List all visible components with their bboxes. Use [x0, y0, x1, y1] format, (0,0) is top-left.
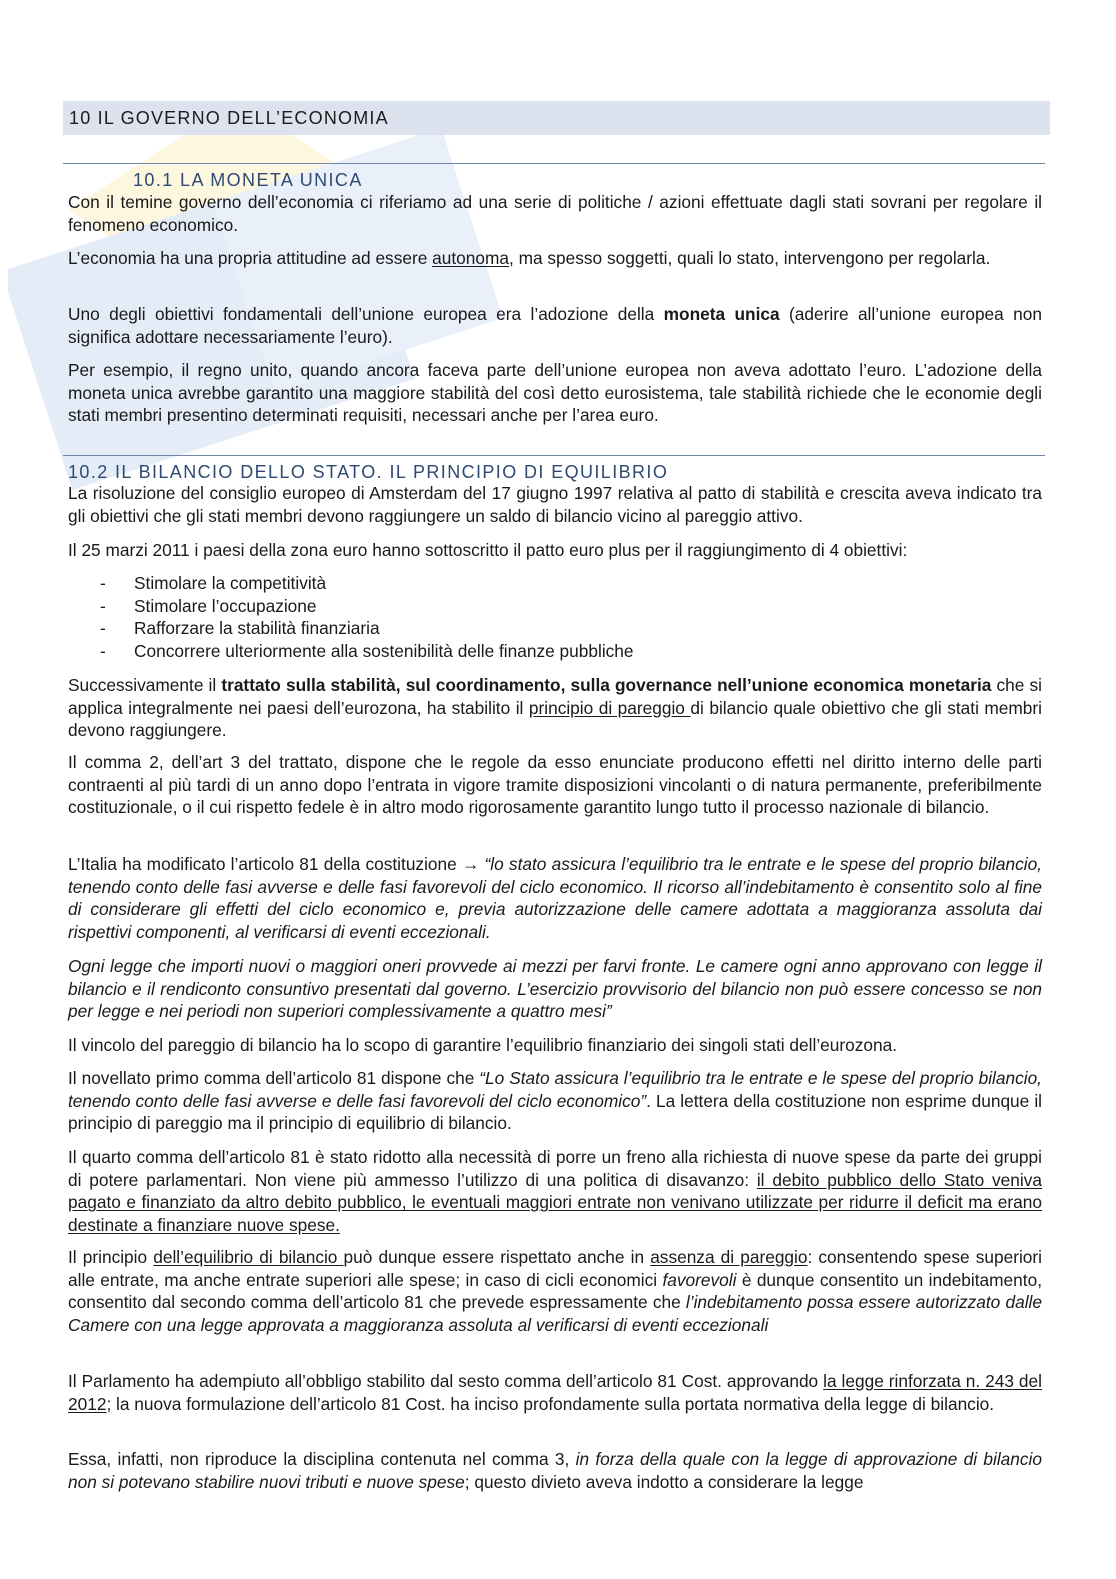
paragraph: Il principio dell’equilibrio di bilancio può dunque essere rispettato anche in assenza di pareggio: consentendo spese superiori alle entrate, ma anche entrate superiori alle spese; in caso di cicli economici favorevoli è dunque consentito un indebitamento, consentito dal secondo comma dell’articolo 81 che prevede espressamente che l’indebitamento possa essere autorizzato dalle Camere con una legge approvata a maggioranza assoluta al verificarsi di eventi eccezionali [68, 1247, 1042, 1335]
paragraph: Il 25 marzi 2011 i paesi della zona euro hanno sottoscritto il patto euro plus per il raggiungimento di 4 obiettivi: [68, 540, 908, 560]
paragraph: Il novellato primo comma dell’articolo 81 dispone che “Lo Stato assicura l’equilibrio tra le entrate e le spese del proprio bilancio, tenendo conto delle fasi avverse e delle fasi favorevoli del ciclo economico”. La lettera della costituzione non esprime dunque il principio di pareggio ma il principio di equilibrio di bilancio. [68, 1068, 1043, 1134]
paragraph: Il Parlamento ha adempiuto all’obbligo stabilito dal sesto comma dell’articolo 81 Cost. approvando la legge rinforzata n. 243 del 2012; la nuova formulazione dell’articolo 81 Cost. ha inciso profondamente sulla portata normativa della legge di bilancio. [68, 1371, 1042, 1414]
arrow-icon: → [461, 854, 480, 874]
section-title: 10 IL GOVERNO DELL’ECONOMIA [69, 108, 389, 128]
subsection-title-10-2: 10.2 IL BILANCIO DELLO STATO. IL PRINCIPIO DI EQUILIBRIO [68, 462, 669, 482]
list-item: - Rafforzare la stabilità finanziaria [100, 618, 380, 639]
paragraph: Il quarto comma dell’articolo 81 è stato ridotto alla necessità di porre un freno alla richiesta di nuove spese da parte dei gruppi di potere parlamentari. Non viene più ammesso l’utilizzo di una politica di disavanzo: il debito pubblico dello Stato veniva pagato e finanziato da altro debito pubblico, le eventuali maggiori entrate non venivano utilizzate per ridurre il deficit ma erano destinate a finanziare nuove spese. [68, 1147, 1042, 1235]
paragraph: Ogni legge che importi nuovi o maggiori oneri provvede ai mezzi per farvi fronte. Le camere ogni anno approvano con legge il bilancio e il rendiconto consuntivo presentati dal governo. L’esercizio provvisorio del bilancio non può essere concesso se non per legge e nei periodi non superiori complessivamente a quattro mesi” [68, 956, 1042, 1022]
subsection-title-10-1: 10.1 LA MONETA UNICA [133, 170, 363, 190]
list-item: - Stimolare la competitività [100, 573, 327, 593]
paragraph: La risoluzione del consiglio europeo di Amsterdam del 17 giugno 1997 relativa al patto di stabilità e crescita aveva indicato tra gli obiettivi che gli stati membri devono raggiungere un saldo di bilancio vicino al pareggio attivo. [68, 483, 1042, 526]
paragraph: L’Italia ha modificato l’articolo 81 della costituzione → “lo stato assicura l’equilibrio tra le entrate e le spese del proprio bilancio, tenendo conto delle fasi avverse e delle fasi favorevoli del ciclo economico. Il ricorso all’indebitamento è consentito solo al fine di considerare gli effetti del ciclo economico e, previa autorizzazione delle camere adottata a maggioranza assoluta dai rispettivi componenti, al verificarsi di eventi eccezionali. [68, 854, 1042, 942]
paragraph: Con il temine governo dell’economia ci riferiamo ad una serie di politiche / azioni effettuate dagli stati sovrani per regolare il fenomeno economico. [68, 192, 1042, 235]
paragraph: L’economia ha una propria attitudine ad essere autonoma, ma spesso soggetti, quali lo stato, intervengono per regolarla. [68, 248, 991, 268]
list-item: - Stimolare l’occupazione [100, 595, 317, 616]
divider [63, 455, 1045, 456]
paragraph: Per esempio, il regno unito, quando ancora faceva parte dell’unione europea non aveva adottato l’euro. L’adozione della moneta unica avrebbe garantito una maggiore stabilità del così detto eurosistema, tale stabilità richiede che le economie degli stati membri presentino determinati requisiti, necessari anche per l’area euro. [68, 360, 1042, 426]
paragraph: Il comma 2, dell’art 3 del trattato, dispone che le regole da esso enunciate producono effetti nel diritto interno delle parti contraenti al più tardi di un anno dopo l’entrata in vigore tramite disposizioni vincolanti o di natura permanente, preferibilmente costituzionale, o il cui rispetto fedele è in altro modo rigorosamente garantito lungo tutto il processo nazionale di bilancio. [68, 752, 1042, 818]
paragraph: Successivamente il trattato sulla stabilità, sul coordinamento, sulla governance nell’unione economica monetaria che si applica integralmente nei paesi dell’eurozona, ha stabilito il principio di pareggio di bilancio quale obiettivo che gli stati membri devono raggiungere. [68, 675, 1043, 741]
paragraph: Essa, infatti, non riproduce la disciplina contenuta nel comma 3, in forza della quale con la legge di approvazione di bilancio non si potevano stabilire nuovi tributi e nuove spese; questo divieto aveva indotto a considerare la legge [68, 1449, 1042, 1492]
divider [63, 163, 1045, 164]
paragraph: Uno degli obiettivi fondamentali dell’unione europea era l’adozione della moneta unica (aderire all’unione europea non significa adottare necessariamente l’euro). [68, 304, 1043, 347]
paragraph: Il vincolo del pareggio di bilancio ha lo scopo di garantire l’equilibrio finanziario dei singoli stati dell’eurozona. [68, 1035, 898, 1055]
objectives-list [100, 572, 634, 662]
list-item: - Concorrere ulteriormente alla sostenibilità delle finanze pubbliche [100, 640, 634, 661]
